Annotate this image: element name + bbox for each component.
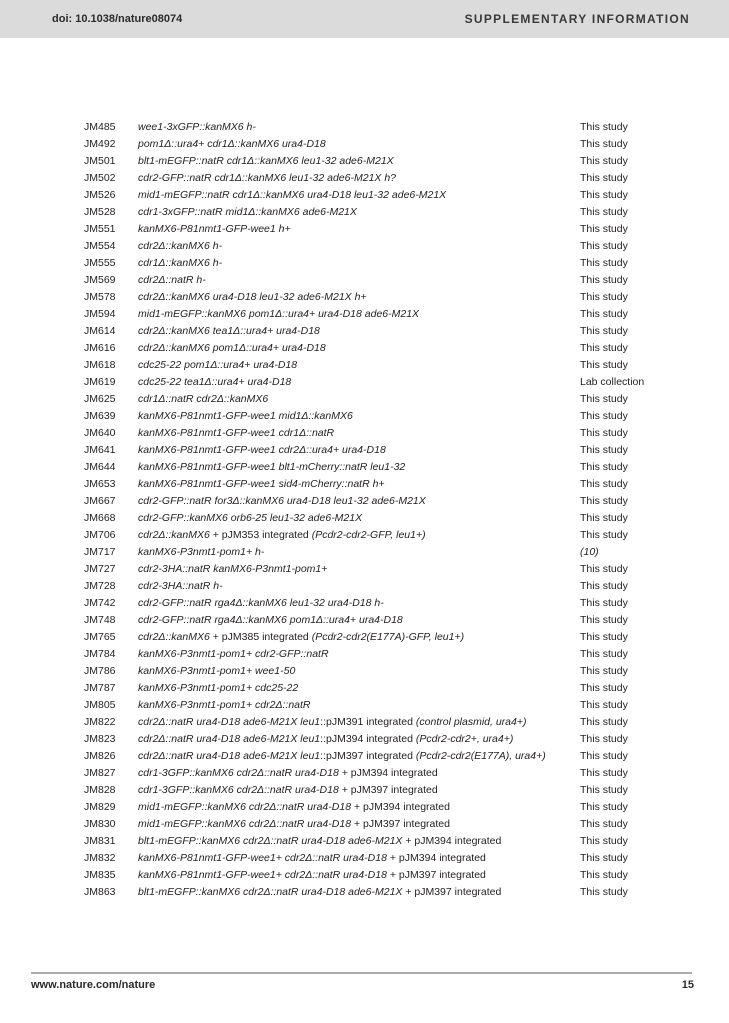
table-row xyxy=(84,153,704,170)
strain-genotype xyxy=(138,306,580,323)
strain-id: JM614 xyxy=(84,325,116,337)
table-row xyxy=(84,306,704,323)
strain-id: JM728 xyxy=(84,580,116,592)
table-row xyxy=(84,561,704,578)
genotype-segment: + pJM397 integrated xyxy=(405,886,502,898)
strain-id: JM835 xyxy=(84,869,116,881)
strain-genotype xyxy=(138,833,580,850)
strain-source: This study xyxy=(580,155,628,167)
strain-source: This study xyxy=(580,665,628,677)
strain-genotype xyxy=(138,255,580,272)
strain-source: This study xyxy=(580,818,628,830)
strain-id: JM863 xyxy=(84,886,116,898)
strain-source: This study xyxy=(580,240,628,252)
strain-genotype xyxy=(138,612,580,629)
genotype-segment: blt1-mEGFP::kanMX6 cdr2Δ::natR ura4-D18 ade6-M21X xyxy=(138,835,406,847)
table-row xyxy=(84,187,704,204)
strain-genotype xyxy=(138,697,580,714)
strain-id: JM667 xyxy=(84,495,116,507)
strain-source: This study xyxy=(580,614,628,626)
strain-id: JM616 xyxy=(84,342,116,354)
strain-source: This study xyxy=(580,291,628,303)
strain-source: This study xyxy=(580,682,628,694)
strain-genotype xyxy=(138,221,580,238)
genotype-segment: cdr2Δ::kanMX6 tea1Δ::ura4+ ura4-D18 xyxy=(138,325,320,337)
table-row xyxy=(84,255,704,272)
strain-genotype xyxy=(138,527,580,544)
strain-source: This study xyxy=(580,835,628,847)
strain-source: This study xyxy=(580,308,628,320)
genotype-segment: (Pcdr2-cdr2+, ura4+) xyxy=(415,733,514,745)
genotype-segment: (control plasmid, ura4+) xyxy=(415,716,527,728)
table-row xyxy=(84,493,704,510)
genotype-segment: + pJM385 integrated xyxy=(212,631,312,643)
table-row xyxy=(84,663,704,680)
strain-genotype xyxy=(138,340,580,357)
genotype-segment: cdr2Δ::natR ura4-D18 ade6-M21X leu1 xyxy=(138,733,321,745)
genotype-segment: (Pcdr2-cdr2(E177A), ura4+) xyxy=(415,750,546,762)
table-row xyxy=(84,357,704,374)
strain-id: JM786 xyxy=(84,665,116,677)
strain-genotype xyxy=(138,442,580,459)
table-row xyxy=(84,867,704,884)
strain-id: JM618 xyxy=(84,359,116,371)
genotype-segment: kanMX6-P81nmt1-GFP-wee1 cdr1Δ::natR xyxy=(138,427,335,439)
table-row xyxy=(84,340,704,357)
strain-source: This study xyxy=(580,359,628,371)
strain-genotype xyxy=(138,561,580,578)
table-row xyxy=(84,799,704,816)
genotype-segment: cdc25-22 pom1Δ::ura4+ ura4-D18 xyxy=(138,359,298,371)
genotype-segment: mid1-mEGFP::kanMX6 cdr2Δ::natR ura4-D18 xyxy=(138,801,354,813)
genotype-segment: ::pJM391 integrated xyxy=(320,716,416,728)
table-row xyxy=(84,884,704,901)
genotype-segment: cdr2-GFP::natR rga4Δ::kanMX6 pom1Δ::ura4+ ura4-D18 xyxy=(138,614,403,626)
strain-genotype xyxy=(138,425,580,442)
strain-genotype xyxy=(138,748,580,765)
strain-source: This study xyxy=(580,801,628,813)
strain-source: This study xyxy=(580,342,628,354)
table-row xyxy=(84,833,704,850)
table-row xyxy=(84,527,704,544)
strain-genotype xyxy=(138,119,580,136)
genotype-segment: + pJM353 integrated xyxy=(212,529,312,541)
strain-source: This study xyxy=(580,495,628,507)
strain-source: This study xyxy=(580,206,628,218)
strain-id: JM829 xyxy=(84,801,116,813)
strain-source: This study xyxy=(580,869,628,881)
strain-id: JM831 xyxy=(84,835,116,847)
genotype-segment: cdr1Δ::natR cdr2Δ::kanMX6 xyxy=(138,393,269,405)
strain-source: This study xyxy=(580,648,628,660)
genotype-segment: cdr2-GFP::kanMX6 orb6-25 leu1-32 ade6-M21X xyxy=(138,512,363,524)
strain-genotype xyxy=(138,680,580,697)
strain-genotype xyxy=(138,578,580,595)
genotype-segment: kanMX6-P81nmt1-GFP-wee1+ cdr2Δ::natR ura4-D18 xyxy=(138,869,390,881)
strain-genotype xyxy=(138,272,580,289)
genotype-segment: kanMX6-P81nmt1-GFP-wee1 h+ xyxy=(138,223,291,235)
strain-source: This study xyxy=(580,444,628,456)
strain-id: JM668 xyxy=(84,512,116,524)
strain-genotype xyxy=(138,187,580,204)
genotype-segment: blt1-mEGFP::kanMX6 cdr2Δ::natR ura4-D18 ade6-M21X xyxy=(138,886,406,898)
genotype-segment: + pJM394 integrated xyxy=(341,767,438,779)
strain-source: This study xyxy=(580,750,628,762)
strain-id: JM492 xyxy=(84,138,116,150)
genotype-segment: cdr2-GFP::natR for3Δ::kanMX6 ura4-D18 leu1-32 ade6-M21X xyxy=(138,495,426,507)
table-row xyxy=(84,272,704,289)
strain-source: This study xyxy=(580,563,628,575)
strain-genotype xyxy=(138,170,580,187)
table-row xyxy=(84,442,704,459)
table-row xyxy=(84,748,704,765)
genotype-segment: kanMX6-P3nmt1-pom1+ cdr2Δ::natR xyxy=(138,699,311,711)
table-row xyxy=(84,476,704,493)
genotype-segment: kanMX6-P81nmt1-GFP-wee1 mid1Δ::kanMX6 xyxy=(138,410,353,422)
strain-genotype xyxy=(138,629,580,646)
strain-source: This study xyxy=(580,138,628,150)
strain-source: This study xyxy=(580,580,628,592)
strain-source: This study xyxy=(580,699,628,711)
strain-source: (10) xyxy=(580,546,599,558)
strain-source: This study xyxy=(580,274,628,286)
strain-id: JM748 xyxy=(84,614,116,626)
table-row xyxy=(84,374,704,391)
genotype-segment: cdr2Δ::kanMX6 ura4-D18 leu1-32 ade6-M21X h+ xyxy=(138,291,367,303)
genotype-segment: + pJM397 integrated xyxy=(341,784,438,796)
genotype-segment: cdr2-3HA::natR kanMX6-P3nmt1-pom1+ xyxy=(138,563,328,575)
strain-id: JM784 xyxy=(84,648,116,660)
strain-source: This study xyxy=(580,393,628,405)
table-row xyxy=(84,629,704,646)
strain-source: This study xyxy=(580,172,628,184)
strain-genotype xyxy=(138,510,580,527)
table-row xyxy=(84,697,704,714)
genotype-segment: kanMX6-P3nmt1-pom1+ cdc25-22 xyxy=(138,682,299,694)
strain-source: This study xyxy=(580,886,628,898)
strain-id: JM551 xyxy=(84,223,116,235)
genotype-segment: + pJM394 integrated xyxy=(389,852,486,864)
strain-id: JM639 xyxy=(84,410,116,422)
table-row xyxy=(84,714,704,731)
table-row xyxy=(84,510,704,527)
strain-id: JM502 xyxy=(84,172,116,184)
strain-id: JM485 xyxy=(84,121,116,133)
strain-genotype xyxy=(138,782,580,799)
table-row xyxy=(84,544,704,561)
strain-source: This study xyxy=(580,257,628,269)
strain-source: This study xyxy=(580,121,628,133)
table-row xyxy=(84,731,704,748)
genotype-segment: cdr2Δ::natR ura4-D18 ade6-M21X leu1 xyxy=(138,716,321,728)
strain-source: This study xyxy=(580,189,628,201)
strain-genotype xyxy=(138,153,580,170)
table-row xyxy=(84,646,704,663)
genotype-segment: kanMX6-P81nmt1-GFP-wee1 cdr2Δ::ura4+ ura4-D18 xyxy=(138,444,386,456)
genotype-segment: (Pcdr2-cdr2-GFP, leu1+) xyxy=(311,529,426,541)
strain-genotype xyxy=(138,476,580,493)
genotype-segment: kanMX6-P81nmt1-GFP-wee1 blt1-mCherry::natR leu1-32 xyxy=(138,461,406,473)
strain-genotype xyxy=(138,374,580,391)
strain-genotype xyxy=(138,765,580,782)
strain-source: This study xyxy=(580,529,628,541)
strain-source: This study xyxy=(580,852,628,864)
genotype-segment: mid1-mEGFP::kanMX6 pom1Δ::ura4+ ura4-D18 ade6-M21X xyxy=(138,308,420,320)
strain-genotype xyxy=(138,408,580,425)
strain-source: Lab collection xyxy=(580,376,645,388)
strain-source: This study xyxy=(580,716,628,728)
genotype-segment: cdr2Δ::kanMX6 xyxy=(138,631,213,643)
genotype-segment: mid1-mEGFP::natR cdr1Δ::kanMX6 ura4-D18 leu1-32 ade6-M21X xyxy=(138,189,447,201)
strain-source: This study xyxy=(580,733,628,745)
strain-source: This study xyxy=(580,478,628,490)
genotype-segment: cdr2-GFP::natR cdr1Δ::kanMX6 leu1-32 ade6-M21X h? xyxy=(138,172,397,184)
strain-source: This study xyxy=(580,223,628,235)
genotype-segment: cdr2Δ::natR ura4-D18 ade6-M21X leu1 xyxy=(138,750,321,762)
strain-id: JM765 xyxy=(84,631,116,643)
strain-id: JM641 xyxy=(84,444,116,456)
genotype-segment: ::pJM394 integrated xyxy=(320,733,416,745)
table-row xyxy=(84,289,704,306)
strain-id: JM526 xyxy=(84,189,116,201)
table-row xyxy=(84,612,704,629)
strain-genotype xyxy=(138,867,580,884)
genotype-segment: cdr2-3HA::natR h- xyxy=(138,580,223,592)
strain-genotype xyxy=(138,493,580,510)
table-row xyxy=(84,119,704,136)
strain-genotype xyxy=(138,357,580,374)
strain-source: This study xyxy=(580,631,628,643)
strain-source: This study xyxy=(580,325,628,337)
strain-id: JM787 xyxy=(84,682,116,694)
strain-source: This study xyxy=(580,767,628,779)
genotype-segment: cdr1-3xGFP::natR mid1Δ::kanMX6 ade6-M21X xyxy=(138,206,357,218)
header-bar xyxy=(0,0,729,38)
strain-id: JM644 xyxy=(84,461,116,473)
strain-id: JM823 xyxy=(84,733,116,745)
strain-id: JM706 xyxy=(84,529,116,541)
strain-genotype xyxy=(138,238,580,255)
genotype-segment: kanMX6-P3nmt1-pom1+ h- xyxy=(138,546,265,558)
table-row xyxy=(84,782,704,799)
table-row xyxy=(84,408,704,425)
strain-genotype xyxy=(138,459,580,476)
strain-genotype xyxy=(138,136,580,153)
genotype-segment: cdr2Δ::natR h- xyxy=(138,274,206,286)
genotype-segment: ::pJM397 integrated xyxy=(320,750,416,762)
strain-id: JM594 xyxy=(84,308,116,320)
genotype-segment: cdr2Δ::kanMX6 pom1Δ::ura4+ ura4-D18 xyxy=(138,342,326,354)
strain-table-body xyxy=(84,119,704,901)
strain-genotype xyxy=(138,714,580,731)
strain-id: JM555 xyxy=(84,257,116,269)
genotype-segment: kanMX6-P81nmt1-GFP-wee1 sid4-mCherry::natR h+ xyxy=(138,478,385,490)
footer-url: www.nature.com/nature xyxy=(31,979,156,991)
table-row xyxy=(84,459,704,476)
supplementary-information-title: SUPPLEMENTARY INFORMATION xyxy=(464,12,690,26)
strain-id: JM619 xyxy=(84,376,116,388)
strain-id: JM727 xyxy=(84,563,116,575)
strain-source: This study xyxy=(580,512,628,524)
table-row xyxy=(84,680,704,697)
strain-id: JM653 xyxy=(84,478,116,490)
strain-id: JM805 xyxy=(84,699,116,711)
strain-id: JM554 xyxy=(84,240,116,252)
strain-genotype xyxy=(138,323,580,340)
strain-id: JM830 xyxy=(84,818,116,830)
strain-id: JM569 xyxy=(84,274,116,286)
table-row xyxy=(84,238,704,255)
table-row xyxy=(84,578,704,595)
strain-source: This study xyxy=(580,427,628,439)
genotype-segment: cdr1-3GFP::kanMX6 cdr2Δ::natR ura4-D18 xyxy=(138,784,342,796)
table-row xyxy=(84,170,704,187)
strain-genotype xyxy=(138,799,580,816)
table-row xyxy=(84,323,704,340)
genotype-segment: cdc25-22 tea1Δ::ura4+ ura4-D18 xyxy=(138,376,292,388)
genotype-segment: mid1-mEGFP::kanMX6 cdr2Δ::natR ura4-D18 xyxy=(138,818,354,830)
table-row xyxy=(84,850,704,867)
doi-text: doi: 10.1038/nature08074 xyxy=(52,13,183,25)
strain-id: JM828 xyxy=(84,784,116,796)
table-row xyxy=(84,595,704,612)
genotype-segment: cdr1-3GFP::kanMX6 cdr2Δ::natR ura4-D18 xyxy=(138,767,342,779)
strain-genotype xyxy=(138,663,580,680)
strain-source: This study xyxy=(580,784,628,796)
genotype-segment: cdr1Δ::kanMX6 h- xyxy=(138,257,223,269)
genotype-segment: (Pcdr2-cdr2(E177A)-GFP, leu1+) xyxy=(311,631,465,643)
genotype-segment: + pJM394 integrated xyxy=(353,801,450,813)
strain-genotype xyxy=(138,646,580,663)
strain-genotype xyxy=(138,731,580,748)
genotype-segment: blt1-mEGFP::natR cdr1Δ::kanMX6 leu1-32 ade6-M21X xyxy=(138,155,394,167)
strain-genotype xyxy=(138,595,580,612)
strain-id: JM578 xyxy=(84,291,116,303)
table-row xyxy=(84,425,704,442)
table-row xyxy=(84,204,704,221)
strain-genotype xyxy=(138,289,580,306)
strain-id: JM528 xyxy=(84,206,116,218)
strain-genotype xyxy=(138,884,580,901)
genotype-segment: kanMX6-P3nmt1-pom1+ cdr2-GFP::natR xyxy=(138,648,329,660)
genotype-segment: kanMX6-P3nmt1-pom1+ wee1-50 xyxy=(138,665,296,677)
strain-id: JM826 xyxy=(84,750,116,762)
strain-source: This study xyxy=(580,597,628,609)
strain-genotype xyxy=(138,816,580,833)
table-row xyxy=(84,221,704,238)
strain-id: JM742 xyxy=(84,597,116,609)
genotype-segment: + pJM397 integrated xyxy=(353,818,450,830)
genotype-segment: wee1-3xGFP::kanMX6 h- xyxy=(138,121,256,133)
strain-genotype xyxy=(138,544,580,561)
table-row xyxy=(84,136,704,153)
strain-source: This study xyxy=(580,461,628,473)
strain-id: JM501 xyxy=(84,155,116,167)
table-row xyxy=(84,765,704,782)
strain-id: JM832 xyxy=(84,852,116,864)
genotype-segment: cdr2Δ::kanMX6 h- xyxy=(138,240,223,252)
strain-id: JM827 xyxy=(84,767,116,779)
strain-id: JM640 xyxy=(84,427,116,439)
genotype-segment: cdr2Δ::kanMX6 xyxy=(138,529,213,541)
genotype-segment: + pJM394 integrated xyxy=(405,835,502,847)
footer-rule xyxy=(31,972,692,974)
genotype-segment: kanMX6-P81nmt1-GFP-wee1+ cdr2Δ::natR ura4-D18 xyxy=(138,852,390,864)
table-row xyxy=(84,816,704,833)
strain-id: JM822 xyxy=(84,716,116,728)
strain-genotype xyxy=(138,391,580,408)
strain-genotype xyxy=(138,204,580,221)
genotype-segment: cdr2-GFP::natR rga4Δ::kanMX6 leu1-32 ura4-D18 h- xyxy=(138,597,384,609)
strain-id: JM625 xyxy=(84,393,116,405)
genotype-segment: + pJM397 integrated xyxy=(389,869,486,881)
page-number: 15 xyxy=(681,979,694,991)
genotype-segment: pom1Δ::ura4+ cdr1Δ::kanMX6 ura4-D18 xyxy=(138,138,326,150)
strain-source: This study xyxy=(580,410,628,422)
table-row xyxy=(84,391,704,408)
strain-genotype xyxy=(138,850,580,867)
strain-id: JM717 xyxy=(84,546,116,558)
